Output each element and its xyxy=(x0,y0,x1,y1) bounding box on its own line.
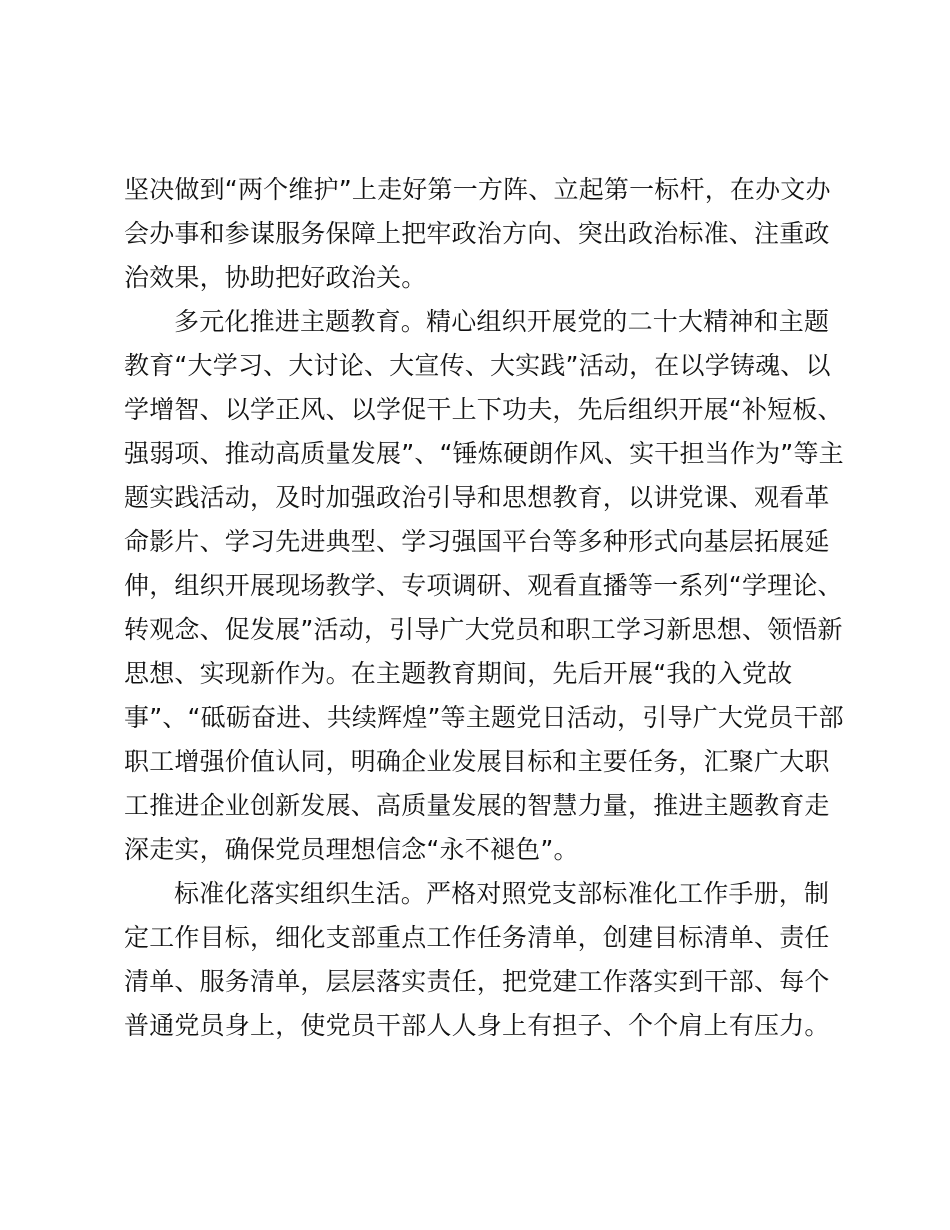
text-line: 清单、服务清单，层层落实责任，把党建工作落实到干部、每个 xyxy=(124,967,830,996)
text-line: 伸，组织开展现场教学、专项调研、观看直播等一系列“学理论、 xyxy=(124,571,843,600)
document-body xyxy=(124,168,844,1048)
text-line: 事”、“砥砺奋进、共续辉煌”等主题党日活动，引导广大党员干部 xyxy=(124,703,844,732)
text-line: 坚决做到“两个维护”上走好第一方阵、立起第一标杆，在办文办 xyxy=(124,175,831,204)
paragraph xyxy=(124,300,844,872)
text-line: 定工作目标，细化支部重点工作任务清单，创建目标清单、责任 xyxy=(124,923,830,952)
text-line: 深走实，确保党员理想信念“永不褪色”。 xyxy=(124,835,579,864)
text-line: 思想、实现新作为。在主题教育期间，先后开展“我的入党故 xyxy=(124,659,793,688)
text-line: 强弱项、推动高质量发展”、“锤炼硬朗作风、实干担当作为”等主 xyxy=(124,439,844,468)
text-line: 学增智、以学正风、以学促干上下功夫，先后组织开展“补短板、 xyxy=(124,395,843,424)
text-line: 标准化落实组织生活。严格对照党支部标准化工作手册，制 xyxy=(174,879,830,908)
text-line: 题实践活动，及时加强政治引导和思想教育，以讲党课、观看革 xyxy=(124,483,830,512)
text-line: 教育“大学习、大讨论、大宣传、大实践”活动，在以学铸魂、以 xyxy=(124,351,831,380)
text-line: 转观念、促发展”活动，引导广大党员和职工学习新思想、领悟新 xyxy=(124,615,843,644)
text-line: 治效果，协助把好政治关。 xyxy=(124,263,427,292)
text-line: 多元化推进主题教育。精心组织开展党的二十大精神和主题 xyxy=(174,307,830,336)
text-line: 职工增强价值认同，明确企业发展目标和主要任务，汇聚广大职 xyxy=(124,747,830,776)
text-line: 命影片、学习先进典型、学习强国平台等多种形式向基层拓展延 xyxy=(124,527,830,556)
text-line: 普通党员身上，使党员干部人人身上有担子、个个肩上有压力。 xyxy=(124,1011,830,1040)
paragraph xyxy=(124,168,844,300)
paragraph xyxy=(124,872,844,1048)
text-line: 会办事和参谋服务保障上把牢政治方向、突出政治标准、注重政 xyxy=(124,219,830,248)
text-line: 工推进企业创新发展、高质量发展的智慧力量，推进主题教育走 xyxy=(124,791,830,820)
